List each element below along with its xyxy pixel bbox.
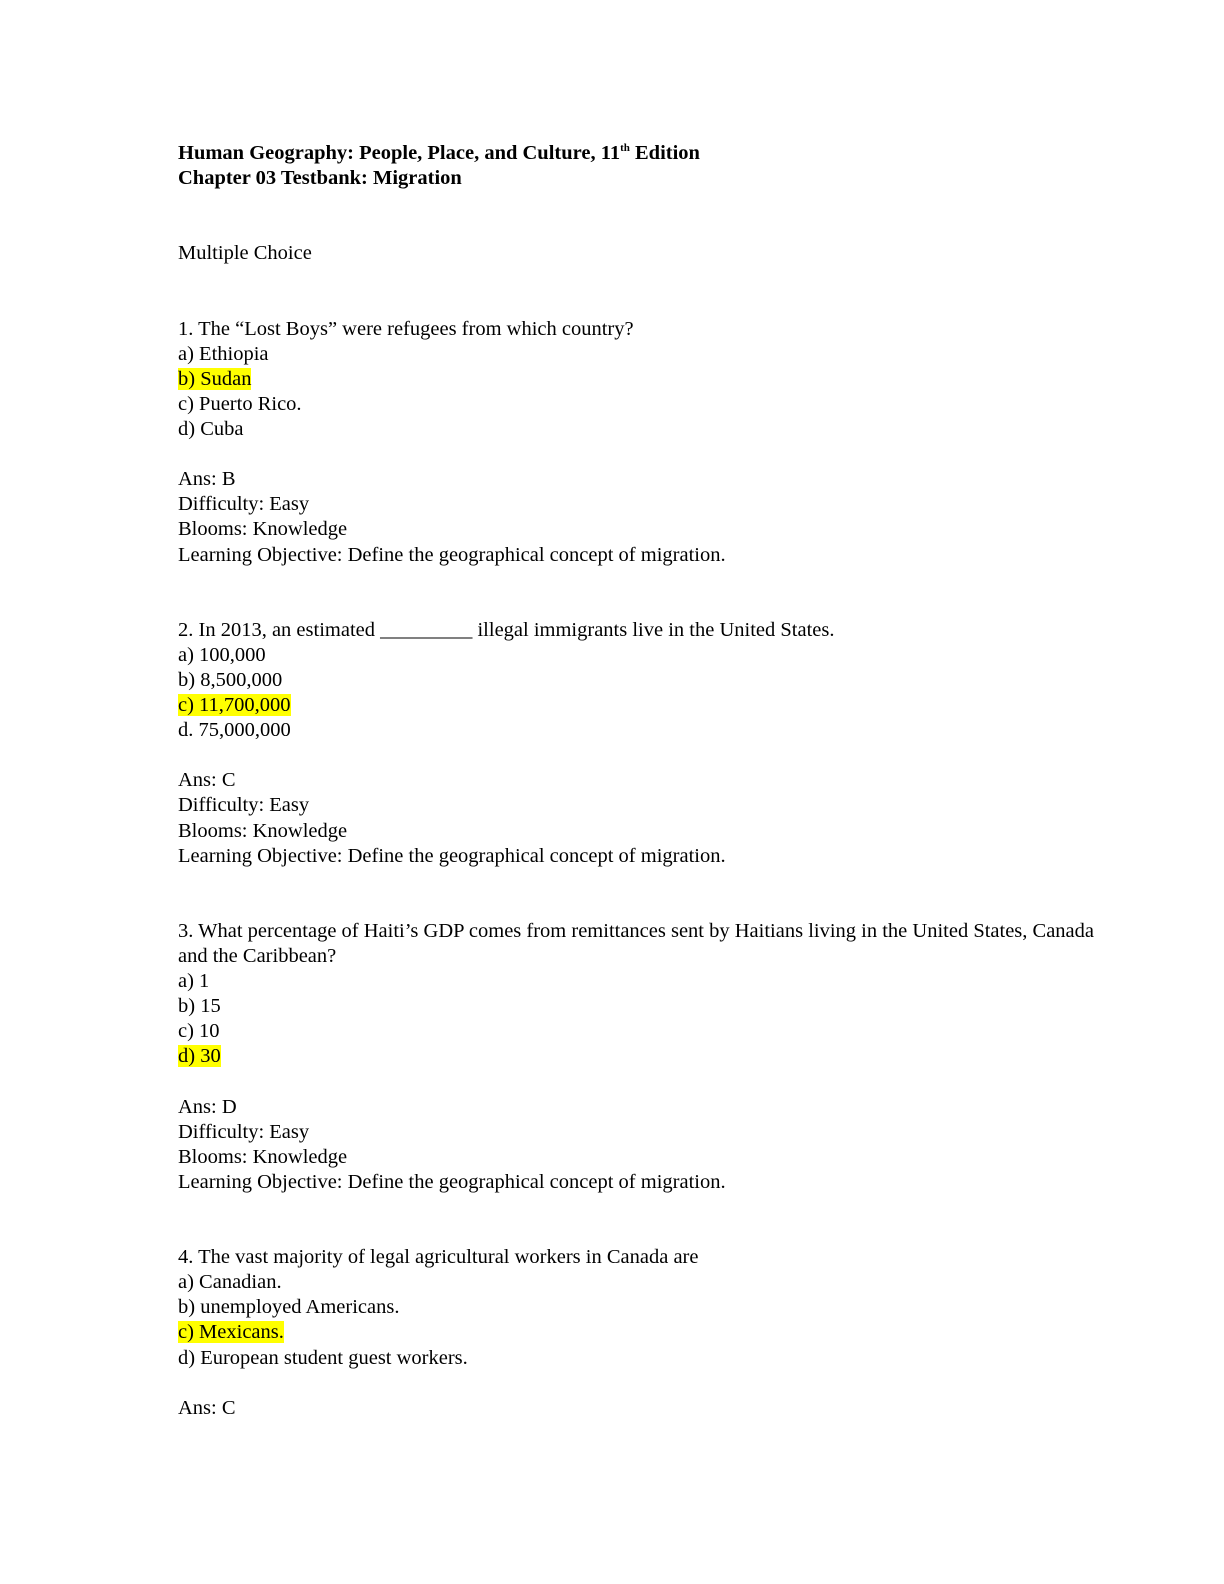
question-prompt: 4. The vast majority of legal agricultural workers in Canada are xyxy=(178,1246,699,1269)
question-prompt: 2. In 2013, an estimated _________ illegal immigrants live in the United States. xyxy=(178,618,835,641)
option-a: a) 1 xyxy=(178,970,210,993)
correct-answer-highlight: c) Mexicans. xyxy=(178,1321,284,1344)
difficulty-line: Difficulty: Easy xyxy=(178,794,310,817)
question-prompt: 3. What percentage of Haiti’s GDP comes from remittances sent by Haitians living in the United States, Canada and the Caribbean? xyxy=(178,919,1095,967)
option-b: b) 8,500,000 xyxy=(178,668,283,691)
question-2 xyxy=(178,618,1098,869)
title-superscript: th xyxy=(620,142,630,155)
correct-answer-highlight: d) 30 xyxy=(178,1045,221,1068)
option-d: d) European student guest workers. xyxy=(178,1346,468,1369)
objective-line: Learning Objective: Define the geographical concept of migration. xyxy=(178,543,726,566)
option-c-correct xyxy=(178,693,1098,718)
answer-line: Ans: D xyxy=(178,1095,237,1118)
title-edition-text: Edition xyxy=(629,142,700,164)
title-line-1 xyxy=(178,141,1098,166)
difficulty-line: Difficulty: Easy xyxy=(178,1120,310,1143)
option-c-correct xyxy=(178,1320,1098,1345)
option-a: a) Canadian. xyxy=(178,1271,282,1294)
blooms-line: Blooms: Knowledge xyxy=(178,819,348,842)
answer-line: Ans: B xyxy=(178,468,236,491)
question-4 xyxy=(178,1245,1098,1421)
answer-line: Ans: C xyxy=(178,769,236,792)
difficulty-line: Difficulty: Easy xyxy=(178,493,310,516)
option-b-correct xyxy=(178,367,1098,392)
title-line-2: Chapter 03 Testbank: Migration xyxy=(178,167,462,190)
section-label: Multiple Choice xyxy=(178,242,312,265)
option-d-correct xyxy=(178,1044,1098,1069)
option-d: d. 75,000,000 xyxy=(178,719,291,742)
option-c: c) Puerto Rico. xyxy=(178,392,302,415)
correct-answer-highlight: b) Sudan xyxy=(178,367,252,390)
blooms-line: Blooms: Knowledge xyxy=(178,518,348,541)
objective-line: Learning Objective: Define the geographical concept of migration. xyxy=(178,1170,726,1193)
option-a: a) Ethiopia xyxy=(178,342,269,365)
blooms-line: Blooms: Knowledge xyxy=(178,1145,348,1168)
option-c: c) 10 xyxy=(178,1020,220,1043)
objective-line: Learning Objective: Define the geographical concept of migration. xyxy=(178,844,726,867)
answer-line: Ans: C xyxy=(178,1396,236,1419)
correct-answer-highlight: c) 11,700,000 xyxy=(178,694,291,717)
option-a: a) 100,000 xyxy=(178,643,266,666)
question-1 xyxy=(178,317,1098,568)
option-b: b) unemployed Americans. xyxy=(178,1296,400,1319)
question-3 xyxy=(178,919,1098,1195)
title-main-text: Human Geography: People, Place, and Culture, 11 xyxy=(178,142,621,164)
document-page xyxy=(178,141,1098,1421)
option-b: b) 15 xyxy=(178,995,221,1018)
document-title xyxy=(178,141,1098,191)
question-prompt: 1. The “Lost Boys” were refugees from which country? xyxy=(178,317,634,340)
option-d: d) Cuba xyxy=(178,418,244,441)
